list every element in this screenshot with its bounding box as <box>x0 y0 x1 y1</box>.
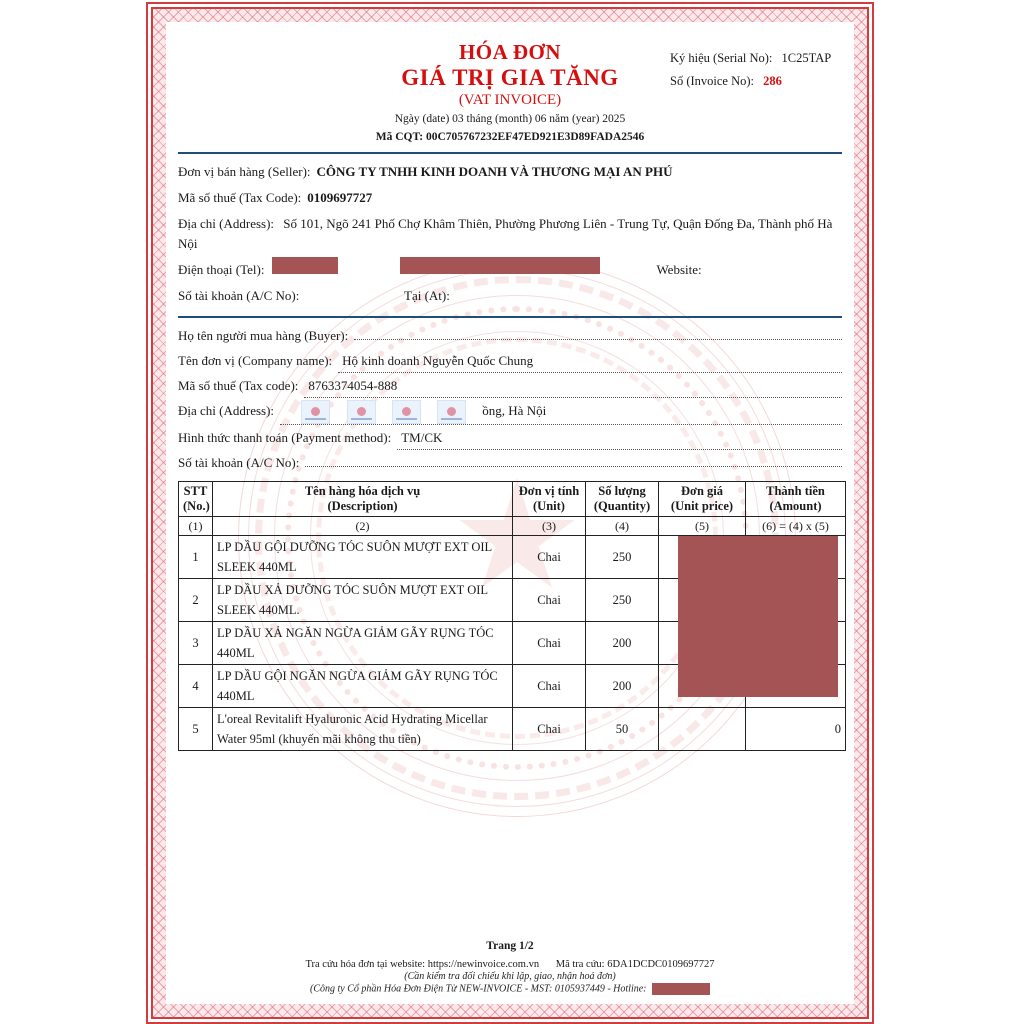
buyer-company-label: Tên đơn vị (Company name): <box>178 353 333 368</box>
buyer-address-label: Địa chỉ (Address): <box>178 403 275 418</box>
buyer-account-dotted-field <box>305 450 842 467</box>
watermark-sticker-1 <box>301 400 330 424</box>
cell-unit: Chai <box>513 622 586 665</box>
buyer-section <box>178 323 842 475</box>
watermark-sticker-2 <box>347 400 376 424</box>
cell-stt: 2 <box>179 579 213 622</box>
invoice-title-line2: GIÁ TRỊ GIA TĂNG <box>401 65 619 90</box>
cell-unit: Chai <box>513 536 586 579</box>
buyer-account-label: Số tài khoản (A/C No): <box>178 455 300 471</box>
seller-tax-value: 0109697727 <box>307 190 373 205</box>
buyer-payment-line <box>178 425 842 450</box>
invoice-no-line <box>670 70 854 93</box>
seller-address-label: Địa chỉ (Address): <box>178 216 275 231</box>
lattice-pattern-band <box>153 9 867 1017</box>
cell-quantity: 200 <box>586 622 659 665</box>
seller-tel-line <box>178 257 842 283</box>
seller-name-label: Đơn vị bán hàng (Seller): <box>178 164 311 179</box>
cell-stt: 3 <box>179 622 213 665</box>
invoice-title-line3: (VAT INVOICE) <box>458 92 562 108</box>
invoice-header <box>178 40 842 145</box>
seller-tel-label: Điện thoại (Tel): <box>178 262 265 277</box>
colnum-5: (5) <box>659 517 746 536</box>
lookup-code: Mã tra cứu: 6DA1DCDC0109697727 <box>555 958 715 970</box>
table-row <box>179 708 846 751</box>
cell-stt: 1 <box>179 536 213 579</box>
price-redaction-block <box>678 536 838 697</box>
colnum-6: (6) = (4) x (5) <box>746 517 846 536</box>
tel-redaction-block-1 <box>272 257 338 274</box>
cell-description: LP DẦU GỘI DƯỠNG TÓC SUÔN MƯỢT EXT OIL SLEEK 440ML <box>213 536 513 579</box>
buyer-payment-value: TM/CK <box>397 427 842 450</box>
ma-cqt-label: Mã CQT: <box>375 131 424 143</box>
tel-redaction-block-2 <box>400 257 600 274</box>
col-header-unit-price: Đơn giá (Unit price) <box>659 482 746 517</box>
invoice-date-line: Ngày (date) 03 tháng (month) 06 năm (year) 2025 <box>394 113 626 125</box>
buyer-address-value: ồng, Hà Nội <box>482 403 547 418</box>
col-header-description: Tên hàng hóa dịch vụ (Description) <box>213 482 513 517</box>
seller-at-label: Tại (At): <box>404 288 450 303</box>
invoice-content <box>166 22 854 1004</box>
seller-tax-line <box>178 185 842 211</box>
provider-text: (Công ty Cổ phần Hóa Đơn Điện Tử NEW-INVOICE - MST: 0105937449 - Hotline: <box>310 983 647 995</box>
cell-description: LP DẦU XẢ NGĂN NGỪA GIẢM GÃY RỤNG TÓC 440ML <box>213 622 513 665</box>
buyer-company-line <box>178 348 842 373</box>
ma-cqt-line <box>178 129 842 145</box>
buyer-name-line <box>178 323 842 348</box>
watermark-sticker-4 <box>437 400 466 424</box>
check-note: (Cần kiểm tra đối chiếu khi lập, giao, nhận hoá đơn) <box>404 970 616 982</box>
cell-description: LP DẦU GỘI NGĂN NGỪA GIẢM GÃY RỤNG TÓC 440ML <box>213 665 513 708</box>
hotline-redaction-block <box>652 983 710 995</box>
colnum-2: (2) <box>213 517 513 536</box>
watermark-sticker-3 <box>392 400 421 424</box>
invoice-no-label: Số (Invoice No): <box>670 74 755 88</box>
invoice-footer <box>166 938 854 996</box>
buyer-payment-label: Hình thức thanh toán (Payment method): <box>178 430 392 446</box>
table-header-row <box>179 482 846 517</box>
cell-quantity: 250 <box>586 579 659 622</box>
buyer-tax-value: 8763374054-888 <box>304 375 842 398</box>
seller-name-line <box>178 159 842 185</box>
buyer-address-line <box>178 398 842 425</box>
seller-tax-label: Mã số thuế (Tax Code): <box>178 190 302 205</box>
cell-stt: 4 <box>179 665 213 708</box>
seller-account-line <box>178 283 842 309</box>
cell-stt: 5 <box>179 708 213 751</box>
page-number: Trang 1/2 <box>486 939 534 952</box>
serial-value: 1C25TAP <box>781 51 832 65</box>
cell-description: LP DẦU XẢ DƯỠNG TÓC SUÔN MƯỢT EXT OIL SLEEK 440ML. <box>213 579 513 622</box>
lookup-website: Tra cứu hóa đơn tại website: https://newinvoice.com.vn <box>305 958 540 970</box>
buyer-name-dotted-field <box>354 323 842 340</box>
seller-website-label: Website: <box>656 262 702 277</box>
buyer-address-field <box>280 400 842 425</box>
cell-quantity: 50 <box>586 708 659 751</box>
items-table-wrap <box>178 481 845 751</box>
cell-unit: Chai <box>513 665 586 708</box>
divider-rule-middle <box>178 316 842 318</box>
colnum-1: (1) <box>179 517 213 536</box>
invoice-no-value: 286 <box>763 74 782 88</box>
col-header-unit: Đơn vị tính (Unit) <box>513 482 586 517</box>
col-header-no: STT (No.) <box>179 482 213 517</box>
cell-unit-price <box>659 708 746 751</box>
cell-quantity: 250 <box>586 536 659 579</box>
invoice-title-line1: HÓA ĐƠN <box>458 40 562 64</box>
buyer-account-line <box>178 450 842 475</box>
cell-amount: 0 <box>746 708 846 751</box>
serial-label: Ký hiệu (Serial No): <box>670 51 773 65</box>
security-border-frame <box>146 2 874 1024</box>
buyer-company-value: Hộ kinh doanh Nguyễn Quốc Chung <box>338 350 842 373</box>
buyer-tax-line <box>178 373 842 398</box>
colnum-3: (3) <box>513 517 586 536</box>
lookup-line <box>166 958 854 971</box>
provider-line <box>166 983 854 996</box>
serial-line <box>670 47 854 70</box>
cell-unit: Chai <box>513 708 586 751</box>
ma-cqt-value: 00C705767232EF47ED921E3D89FADA2546 <box>425 131 645 143</box>
serial-invoice-block <box>670 47 854 93</box>
col-header-amount: Thành tiền (Amount) <box>746 482 846 517</box>
seller-address-line <box>178 214 842 254</box>
colnum-4: (4) <box>586 517 659 536</box>
cell-unit: Chai <box>513 579 586 622</box>
cell-description: L'oreal Revitalift Hyaluronic Acid Hydrating Micellar Water 95ml (khuyến mãi không thu tiền) <box>213 708 513 751</box>
seller-section <box>178 159 842 309</box>
buyer-name-label: Họ tên người mua hàng (Buyer): <box>178 328 349 343</box>
seller-name-value: CÔNG TY TNHH KINH DOANH VÀ THƯƠNG MẠI AN PHÚ <box>316 164 673 179</box>
col-header-quantity: Số lượng (Quantity) <box>586 482 659 517</box>
buyer-tax-label: Mã số thuế (Tax code): <box>178 378 299 393</box>
seller-address-value: Số 101, Ngõ 241 Phố Chợ Khâm Thiên, Phường Phương Liên - Trung Tự, Quận Đống Đa, Thành phố Hà Nội <box>178 216 833 251</box>
seller-account-label: Số tài khoản (A/C No): <box>178 288 300 303</box>
table-colnum-row <box>179 517 846 536</box>
cell-quantity: 200 <box>586 665 659 708</box>
divider-rule-top <box>178 152 842 154</box>
